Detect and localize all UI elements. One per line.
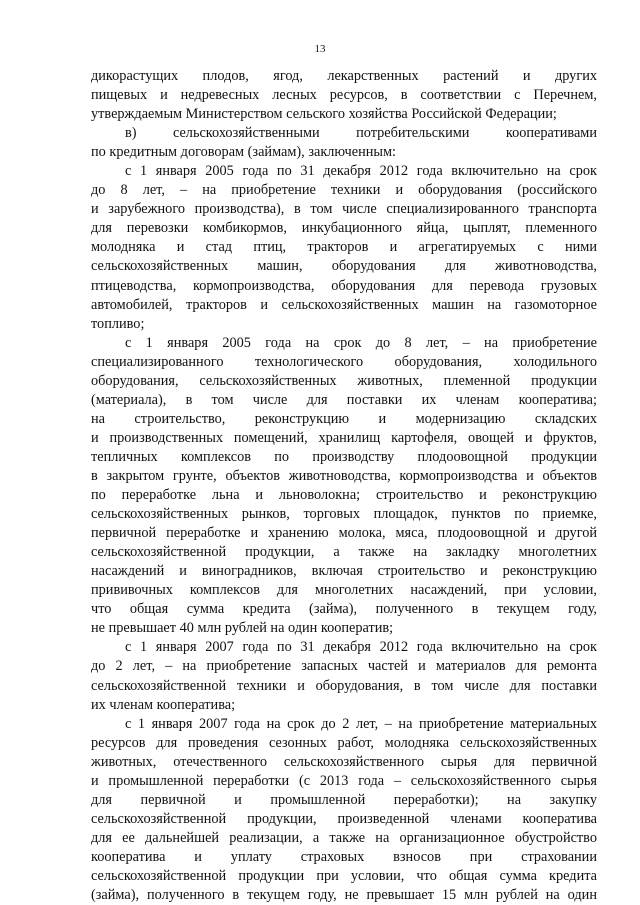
text-line: с 1 января 2007 года на срок до 2 лет, – на приобретение материальных [125, 715, 597, 732]
text-line: дикорастущих плодов, ягод, лекарственных растений и других [91, 68, 597, 84]
text-line: сельскохозяйственной продукции при условии, что общая сумма кредита [91, 867, 597, 884]
text-line: в закрытом грунте, объектов животноводства, кормопроизводства и объектов [91, 467, 597, 484]
text-line: с 1 января 2005 года на срок до 8 лет, – на приобретение [125, 334, 597, 351]
text-line: по кредитным договорам (займам), заключенным: [91, 144, 397, 161]
text-line: ресурсов для проведения сезонных работ, молодняка сельскохозяйственных [91, 734, 597, 751]
document-body [91, 67, 597, 905]
text-line: (материала), в том числе для поставки их членам кооператива; [91, 391, 597, 408]
text-line: сельскохозяйственной продукции, произведенной членами кооператива [91, 810, 597, 827]
text-line: оборудования, сельскохозяйственных животных, племенной продукции [91, 372, 597, 389]
text-line: и промышленной переработки (с 2013 года – сельскохозяйственного сырья [91, 772, 597, 789]
text-line: автомобилей, тракторов и сельскохозяйственных машин на газомоторное [91, 296, 597, 313]
text-line: насаждений и виноградников, включая строительство и реконструкцию [91, 563, 597, 580]
text-line: кооператива и уплату страховых взносов при страховании [91, 848, 597, 865]
text-line: для первичной и промышленной переработки); на закупку [91, 791, 597, 808]
text-line: что общая сумма кредита (займа), полученного в текущем году, [91, 601, 597, 618]
text-line: пищевых и недревесных лесных ресурсов, в соответствии с Перечнем, [91, 87, 597, 104]
page-number: 13 [314, 43, 326, 55]
text-line: до 2 лет, – на приобретение запасных частей и материалов для ремонта [91, 658, 597, 675]
text-line: утверждаемым Министерством сельского хозяйства Российской Федерации; [91, 106, 557, 123]
text-line: (займа), полученного в текущем году, не превышает 15 млн рублей на один [91, 887, 597, 904]
text-line: в) сельскохозяйственными потребительскими кооперативами [125, 125, 597, 142]
text-line: с 1 января 2007 года по 31 декабря 2012 года включительно на срок [125, 639, 597, 656]
text-line: и зарубежного производства), в том числе специализированного транспорта [91, 201, 597, 218]
text-line: по переработке льна и льноволокна; строительство и реконструкцию [91, 487, 597, 504]
text-line: не превышает 40 млн рублей на один кооператив; [91, 620, 394, 637]
text-line: сельскохозяйственных машин, оборудования для животноводства, [91, 258, 597, 275]
text-line: прививочных комплексов для многолетних насаждений, при условии, [91, 582, 597, 599]
text-line: тепличных комплексов по производству плодоовощной продукции [91, 448, 597, 465]
text-line: птицеводства, кормопроизводства, оборудования для перевода грузовых [91, 277, 597, 294]
text-line: с 1 января 2005 года по 31 декабря 2012 года включительно на срок [125, 163, 597, 180]
text-line: специализированного технологического оборудования, холодильного [91, 353, 597, 370]
text-line: до 8 лет, – на приобретение техники и оборудования (российского [91, 182, 597, 199]
text-line: и производственных помещений, хранилищ картофеля, овощей и фруктов, [91, 429, 597, 446]
text-line: животных, отечественного сельскохозяйственного сырья для первичной [91, 753, 597, 770]
text-line: сельскохозяйственных рынков, торговых площадок, пунктов по приемке, [91, 506, 597, 523]
text-line: сельскохозяйственной техники и оборудования, в том числе для поставки [91, 677, 597, 694]
text-line: сельскохозяйственной продукции, а также на закладку многолетних [91, 544, 597, 561]
text-line: для перевозки комбикормов, инкубационного яйца, цыплят, племенного [91, 220, 597, 237]
text-line: топливо; [91, 315, 145, 332]
text-line: первичной переработке и хранению молока, мяса, плодоовощной и другой [91, 525, 597, 542]
text-line: молодняка и стад птиц, тракторов и агрегатируемых с ними [91, 239, 597, 256]
text-line: на строительство, реконструкцию и модернизацию складских [91, 410, 597, 427]
text-line: для ее дальнейшей реализации, а также на организационное обустройство [91, 829, 597, 846]
text-line: их членам кооператива; [91, 696, 236, 713]
